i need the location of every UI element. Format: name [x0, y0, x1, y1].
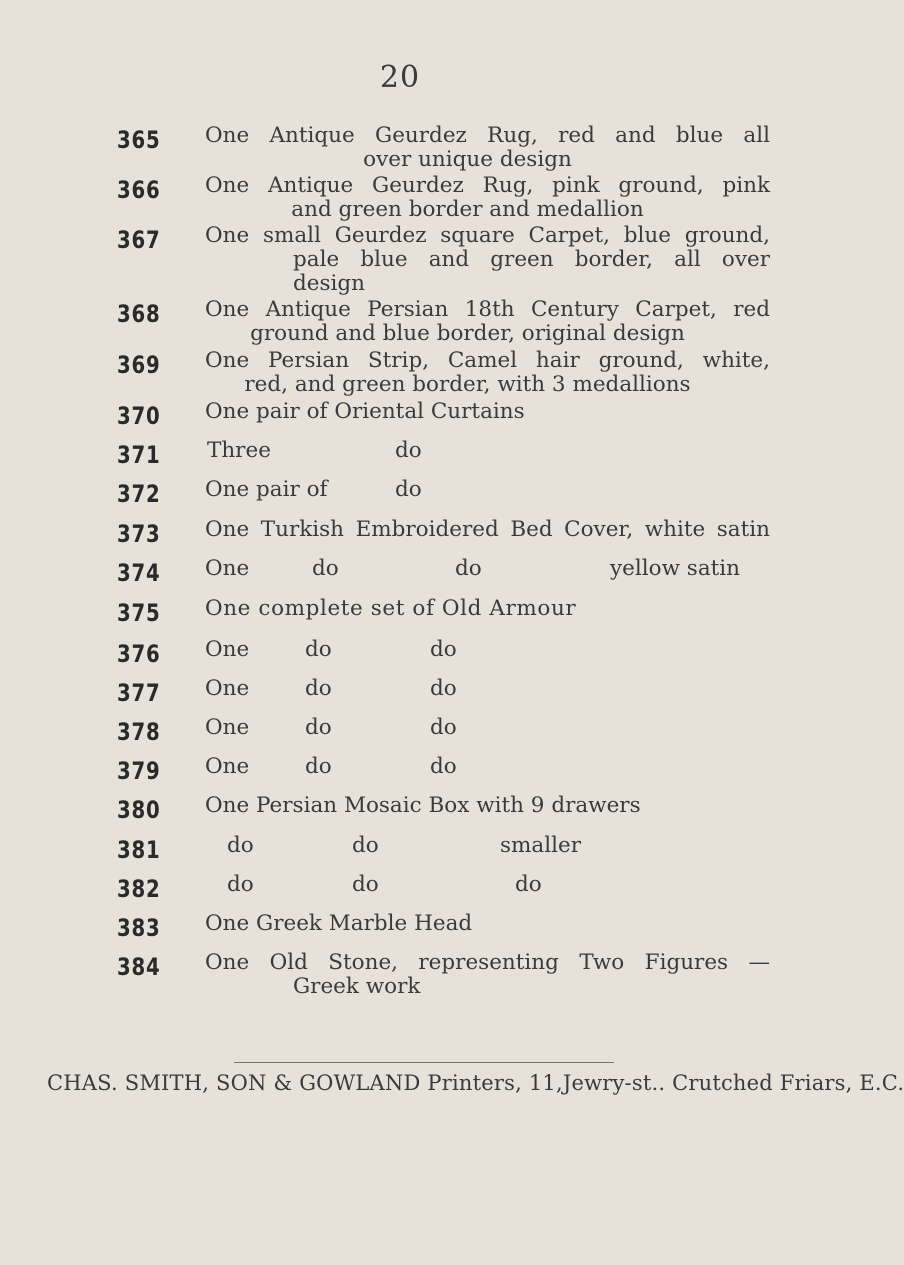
lot-description — [205, 349, 770, 397]
desc-line: and green border and medallion — [291, 197, 644, 222]
lot-description — [205, 638, 770, 664]
lot-number: 369 — [117, 351, 161, 379]
desc-col: One — [205, 754, 250, 779]
lot-number: 384 — [117, 953, 161, 981]
desc-line: ground and blue border, original design — [250, 321, 685, 346]
desc-col: One — [205, 676, 250, 701]
lot-number: 367 — [117, 226, 161, 254]
lot-number: 376 — [117, 640, 161, 668]
desc-col: One — [205, 556, 250, 581]
ditto-mark: do — [227, 833, 254, 858]
ditto-mark: do — [515, 872, 542, 897]
lot-number: 365 — [117, 126, 161, 154]
lot-description — [205, 834, 770, 860]
printer-credit: CHAS. SMITH, SON & GOWLAND Printers, 11,Jewry-st.. Crutched Friars, E.C. — [47, 1071, 904, 1095]
lot-description — [205, 174, 770, 222]
desc-line: One Greek Marble Head — [205, 911, 473, 936]
lot-description — [205, 518, 770, 542]
ditto-mark: do — [227, 872, 254, 897]
ditto-mark: do — [305, 676, 332, 701]
lot-description — [205, 873, 770, 899]
ditto-mark: do — [395, 438, 422, 463]
lot-description — [205, 400, 770, 424]
ditto-mark: do — [430, 676, 457, 701]
desc-col: One — [205, 715, 250, 740]
desc-col: smaller — [500, 833, 581, 858]
lot-number: 366 — [117, 176, 161, 204]
desc-line: One Persian Strip, Camel hair ground, white, — [205, 348, 770, 373]
desc-line: pale blue and green border, all over — [293, 247, 770, 272]
desc-line: One Persian Mosaic Box with 9 drawers — [205, 793, 641, 818]
desc-col: One pair of — [205, 477, 328, 502]
lot-number: 373 — [117, 520, 161, 548]
desc-line: One Old Stone, representing Two Figures — — [205, 950, 770, 975]
lot-number: 368 — [117, 300, 161, 328]
desc-line: One small Geurdez square Carpet, blue ground, — [205, 223, 770, 248]
desc-line: over unique design — [363, 147, 572, 172]
desc-line: One Antique Geurdez Rug, red and blue all — [205, 123, 770, 148]
lot-description — [205, 439, 770, 465]
ditto-mark: do — [312, 556, 339, 581]
desc-col: Three — [207, 438, 271, 463]
desc-line: One Turkish Embroidered Bed Cover, white satin — [205, 517, 770, 542]
lot-number: 372 — [117, 480, 161, 508]
lot-number: 375 — [117, 599, 161, 627]
lot-description — [205, 298, 770, 346]
lot-number: 374 — [117, 559, 161, 587]
lot-number: 377 — [117, 679, 161, 707]
ditto-mark: do — [352, 833, 379, 858]
ditto-mark: do — [305, 715, 332, 740]
desc-line: red, and green border, with 3 medallions — [244, 372, 691, 397]
ditto-mark: do — [305, 637, 332, 662]
lot-number: 371 — [117, 441, 161, 469]
desc-col: yellow satin — [610, 556, 741, 581]
desc-line: One pair of Oriental Curtains — [205, 399, 525, 424]
lot-description — [205, 597, 770, 621]
desc-line: One complete set of Old Armour — [205, 596, 577, 621]
lot-number: 370 — [117, 402, 161, 430]
lot-description — [205, 912, 770, 936]
footer-rule — [234, 1062, 614, 1063]
lot-description — [205, 951, 770, 999]
lot-description — [205, 794, 770, 818]
lot-number: 378 — [117, 718, 161, 746]
lot-description — [205, 478, 770, 504]
lot-number: 381 — [117, 836, 161, 864]
desc-line: One Antique Geurdez Rug, pink ground, pink — [205, 173, 770, 198]
ditto-mark: do — [430, 637, 457, 662]
lot-description — [205, 224, 770, 296]
lot-description — [205, 716, 770, 742]
lot-description — [205, 124, 770, 172]
desc-col: One — [205, 637, 250, 662]
lot-number: 382 — [117, 875, 161, 903]
ditto-mark: do — [395, 477, 422, 502]
page-number: 20 — [379, 60, 421, 95]
ditto-mark: do — [352, 872, 379, 897]
lot-description — [205, 557, 770, 583]
ditto-mark: do — [430, 715, 457, 740]
lot-description — [205, 677, 770, 703]
desc-line: Greek work — [293, 974, 421, 999]
ditto-mark: do — [455, 556, 482, 581]
ditto-mark: do — [430, 754, 457, 779]
ditto-mark: do — [305, 754, 332, 779]
lot-number: 379 — [117, 757, 161, 785]
desc-line: design — [293, 271, 366, 296]
desc-line: One Antique Persian 18th Century Carpet, red — [205, 297, 770, 322]
lot-number: 380 — [117, 796, 161, 824]
lot-description — [205, 755, 770, 781]
lot-number: 383 — [117, 914, 161, 942]
